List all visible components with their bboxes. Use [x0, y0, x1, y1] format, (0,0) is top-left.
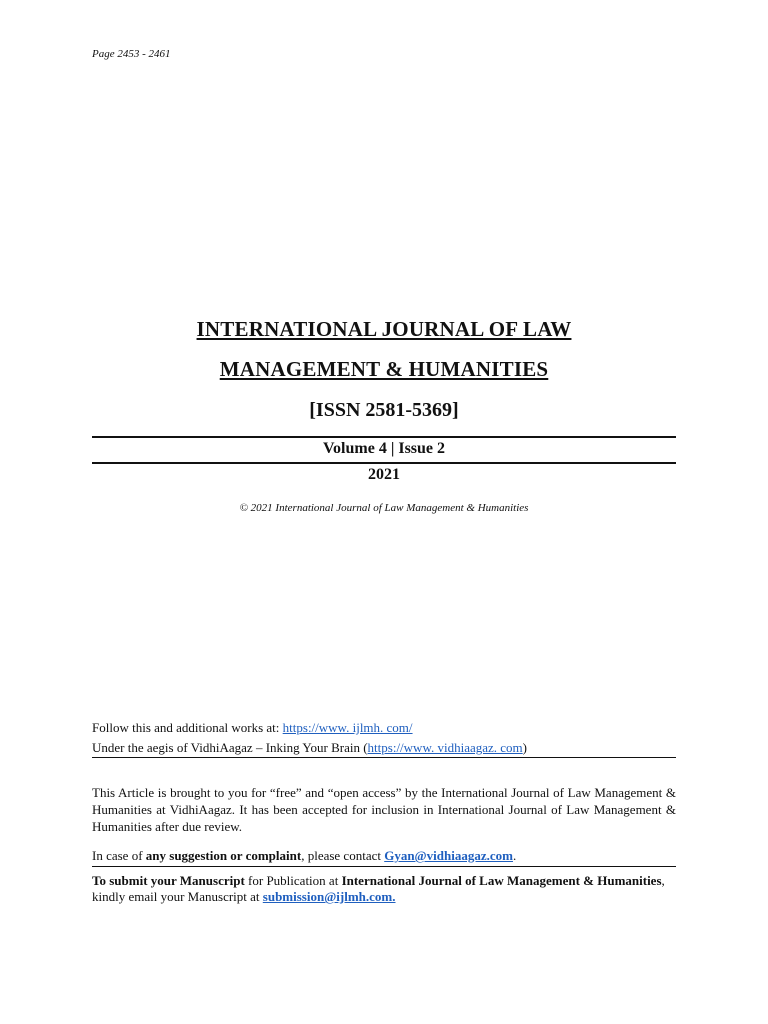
journal-title-line-1: INTERNATIONAL JOURNAL OF LAW — [196, 317, 572, 341]
contact-bold-text: any suggestion or complaint — [145, 848, 302, 863]
submit-bold-2: International Journal of Law Management & Humanities — [341, 873, 662, 888]
divider-top — [92, 436, 676, 438]
journal-title-line-2: MANAGEMENT & HUMANITIES — [219, 357, 549, 381]
contact-email-link[interactable]: Gyan@vidhiaagaz.com — [384, 848, 513, 863]
volume-issue: Volume 4 | Issue 2 — [322, 440, 446, 457]
contact-middle: , please contact — [301, 848, 385, 863]
copyright-notice: © 2021 International Journal of Law Management & Humanities — [239, 502, 529, 514]
submission-paragraph — [92, 873, 676, 905]
contact-suffix: . — [512, 848, 517, 863]
contact-line — [92, 848, 676, 864]
follow-line — [92, 720, 676, 736]
publication-year: 2021 — [368, 466, 400, 483]
submit-bold-1: To submit your Manuscript — [92, 873, 245, 888]
aegis-close-paren: ) — [522, 740, 528, 755]
vidhiaagaz-website-link[interactable]: https://www. vidhiaagaz. com — [367, 740, 523, 755]
aegis-line — [92, 740, 676, 756]
submit-text-1: for Publication at — [244, 873, 342, 888]
aegis-label: Under the aegis of VidhiAagaz – Inking Your Brain ( — [92, 740, 368, 755]
contact-prefix: In case of — [92, 848, 146, 863]
submit-text-2: , kindly email your Manuscript at — [92, 873, 665, 904]
divider-contact — [92, 866, 676, 867]
divider-links — [92, 757, 676, 758]
submission-email-link[interactable]: submission@ijlmh.com. — [262, 889, 396, 904]
page-range: Page 2453 - 2461 — [92, 48, 171, 60]
divider-middle — [92, 462, 676, 464]
journal-website-link[interactable]: https://www. ijlmh. com/ — [282, 720, 413, 735]
issn: [ISSN 2581-5369] — [309, 399, 459, 421]
open-access-paragraph: This Article is brought to you for “free” and “open access” by the International Journal of Law Management & Humanities at VidhiAagaz. It has been accepted for inclusion in International Journal of Law Management & Humanities after due review. — [92, 785, 676, 834]
follow-label: Follow this and additional works at: — [92, 720, 283, 735]
